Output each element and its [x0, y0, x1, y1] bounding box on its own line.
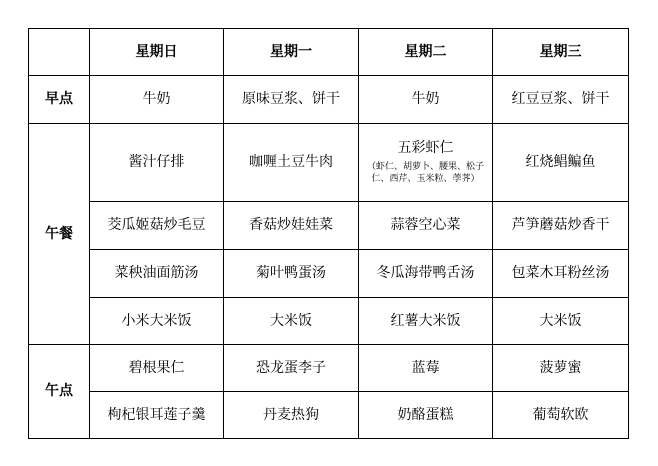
menu-cell: 葡萄软欧: [493, 392, 629, 439]
menu-cell: 红烧鲳鳊鱼: [493, 124, 629, 202]
menu-cell: 大米饭: [493, 298, 629, 345]
menu-cell: 包菜木耳粉丝汤: [493, 250, 629, 298]
menu-cell: 原味豆浆、饼干: [224, 76, 359, 124]
menu-cell: 枸杞银耳莲子羹: [90, 392, 224, 439]
menu-cell: 碧根果仁: [90, 345, 224, 392]
menu-cell: 菊叶鸭蛋汤: [224, 250, 359, 298]
menu-cell: 恐龙蛋李子: [224, 345, 359, 392]
snack-row: [29, 345, 629, 392]
day-header-monday: 星期一: [224, 29, 359, 76]
menu-cell: 茭瓜姬菇炒毛豆: [90, 202, 224, 250]
menu-cell: 蓝莓: [359, 345, 493, 392]
snack-row: [29, 392, 629, 439]
menu-cell: 大米饭: [224, 298, 359, 345]
menu-cell: 牛奶: [359, 76, 493, 124]
menu-cell: 小米大米饭: [90, 298, 224, 345]
weekly-menu-table: [28, 28, 629, 439]
dish-title: 五彩虾仁: [397, 139, 454, 156]
menu-cell: 芦笋蘑菇炒香干: [493, 202, 629, 250]
menu-cell: 咖喱土豆牛肉: [224, 124, 359, 202]
menu-cell: 奶酪蛋糕: [359, 392, 493, 439]
header-row: [29, 29, 629, 76]
dish-ingredients: （虾仁、胡萝卜、腰果、松子仁、西芹、玉米粒、荸荠）: [366, 161, 484, 184]
menu-cell: 丹麦热狗: [224, 392, 359, 439]
lunch-row: [29, 250, 629, 298]
day-header-wednesday: 星期三: [493, 29, 629, 76]
lunch-row: [29, 202, 629, 250]
day-header-tuesday: 星期二: [359, 29, 493, 76]
corner-cell: [29, 29, 90, 76]
menu-cell: 红薯大米饭: [359, 298, 493, 345]
menu-cell: 酱汁仔排: [90, 124, 224, 202]
menu-cell: 菠萝蜜: [493, 345, 629, 392]
menu-cell: 牛奶: [90, 76, 224, 124]
day-header-sunday: 星期日: [90, 29, 224, 76]
menu-cell: 香菇炒娃娃菜: [224, 202, 359, 250]
menu-cell: 菜秧油面筋汤: [90, 250, 224, 298]
breakfast-row: [29, 76, 629, 124]
menu-cell: 红豆豆浆、饼干: [493, 76, 629, 124]
lunch-row: [29, 298, 629, 345]
meal-label-lunch: 午餐: [29, 124, 90, 345]
meal-label-breakfast: 早点: [29, 76, 90, 124]
meal-label-snack: 午点: [29, 345, 90, 439]
menu-cell-with-detail: [359, 124, 493, 202]
menu-cell: 蒜蓉空心菜: [359, 202, 493, 250]
lunch-row: [29, 124, 629, 202]
menu-cell: 冬瓜海带鸭舌汤: [359, 250, 493, 298]
